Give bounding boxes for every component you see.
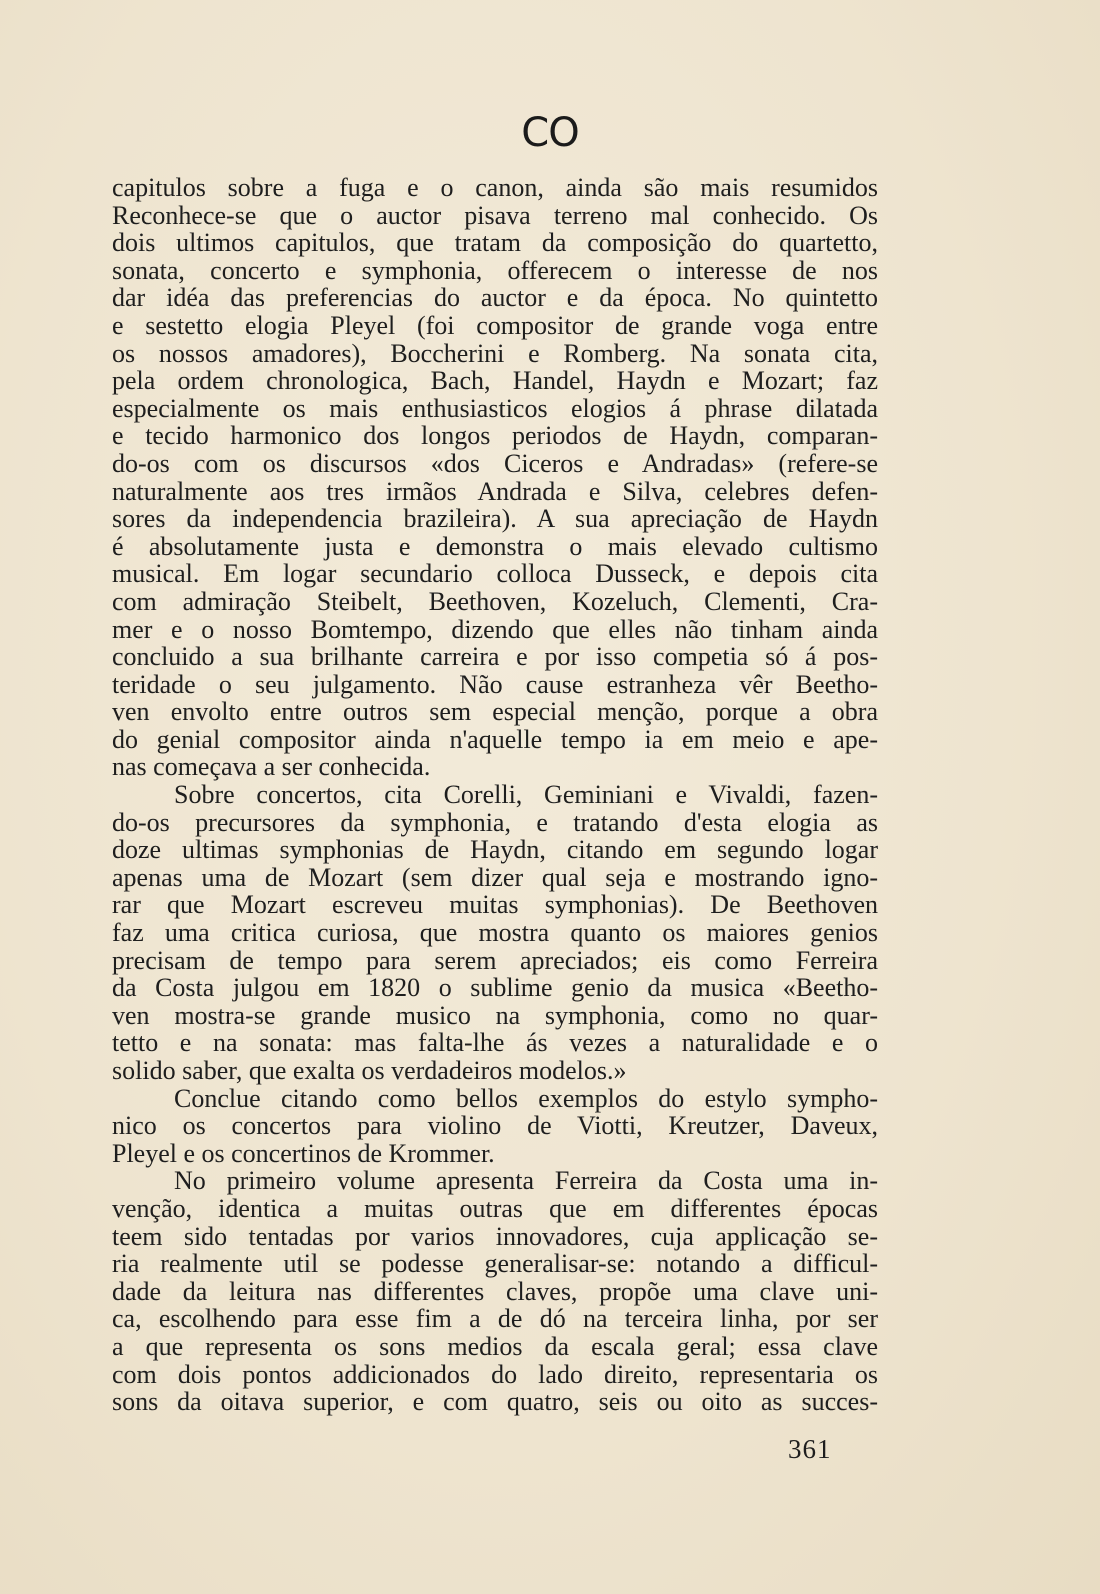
- text-line: nico os concertos para violino de Viotti, Kreutzer, Daveux,: [112, 1111, 878, 1141]
- text-line: Conclue citando como bellos exemplos do estylo sympho-: [174, 1083, 878, 1113]
- text-line: ven envolto entre outros sem especial menção, porque a obra: [112, 697, 878, 727]
- text-line: os nossos amadores), Boccherini e Romberg. Na sonata cita,: [112, 338, 878, 368]
- text-line: doze ultimas symphonias de Haydn, citando em segundo logar: [112, 835, 878, 865]
- text-line: dar idéa das preferencias do auctor e da época. No quintetto: [112, 283, 878, 313]
- text-line: dois ultimos capitulos, que tratam da composição do quartetto,: [112, 228, 878, 258]
- text-line: sores da independencia brazileira). A sua apreciação de Haydn: [112, 504, 878, 534]
- paragraph: [112, 1085, 878, 1168]
- text-line: Reconhece-se que o auctor pisava terreno mal conhecido. Os: [112, 200, 878, 230]
- text-line: tetto e na sonata: mas falta-lhe ás vezes a naturalidade e o: [112, 1028, 878, 1058]
- text-line: apenas uma de Mozart (sem dizer qual seja e mostrando igno-: [112, 862, 878, 892]
- text-line: faz uma critica curiosa, que mostra quanto os maiores genios: [112, 918, 878, 948]
- text-line: pela ordem chronologica, Bach, Handel, Haydn e Mozart; faz: [112, 366, 878, 396]
- text-line: solido saber, que exalta os verdadeiros modelos.»: [112, 1056, 627, 1085]
- text-line: ven mostra-se grande musico na symphonia, como no quar-: [112, 1000, 878, 1030]
- page-header-ornament: CO: [521, 110, 579, 156]
- text-line: No primeiro volume apresenta Ferreira da Costa uma in-: [174, 1166, 878, 1196]
- paragraph: [112, 781, 878, 1085]
- text-line: do genial compositor ainda n'aquelle tempo ia em meio e ape-: [112, 724, 878, 754]
- text-line: naturalmente aos tres irmãos Andrada e Silva, celebres defen-: [112, 476, 878, 506]
- text-line: a que representa os sons medios da escala geral; essa clave: [112, 1331, 878, 1361]
- text-line: Sobre concertos, cita Corelli, Geminiani e Vivaldi, fazen-: [174, 780, 878, 810]
- text-line: capitulos sobre a fuga e o canon, ainda são mais resumidos: [112, 173, 878, 202]
- text-line: e tecido harmonico dos longos periodos de Haydn, comparan-: [112, 421, 878, 451]
- text-line: com dois pontos addicionados do lado direito, representaria os: [112, 1359, 878, 1389]
- page-number: 361: [788, 1434, 832, 1464]
- paragraph: [112, 1167, 878, 1415]
- paragraph: [112, 174, 878, 781]
- text-line: nas começava a ser conhecida.: [112, 752, 431, 782]
- text-line: é absolutamente justa e demonstra o mais elevado cultismo: [112, 531, 878, 561]
- text-line: ria realmente util se podesse generalisar-se: notando a difficul-: [112, 1249, 878, 1279]
- text-line: dade da leitura nas differentes claves, propõe uma clave uni-: [112, 1276, 878, 1306]
- paragraphs: [112, 174, 878, 1416]
- text-line: ca, escolhendo para esse fim a de dó na terceira linha, por ser: [112, 1304, 878, 1334]
- text-line: precisam de tempo para serem apreciados; eis como Ferreira: [112, 945, 878, 975]
- text-line: concluido a sua brilhante carreira e por isso competia só á pos-: [112, 642, 878, 672]
- text-line: rar que Mozart escreveu muitas symphonias). De Beethoven: [112, 890, 878, 920]
- text-line: sonata, concerto e symphonia, offerecem o interesse de nos: [112, 255, 878, 285]
- text-line: do-os precursores da symphonia, e tratando d'esta elogia as: [112, 807, 878, 837]
- text-line: sons da oitava superior, e com quatro, seis ou oito as succes-: [112, 1387, 878, 1417]
- text-line: teridade o seu julgamento. Não cause estranheza vêr Beetho-: [112, 669, 878, 699]
- body-text: [112, 174, 878, 1416]
- text-line: venção, identica a muitas outras que em differentes épocas: [112, 1193, 878, 1223]
- text-line: teem sido tentadas por varios innovadores, cuja applicação se-: [112, 1221, 878, 1251]
- text-line: com admiração Steibelt, Beethoven, Kozeluch, Clementi, Cra-: [112, 586, 878, 616]
- text-line: musical. Em logar secundario colloca Dusseck, e depois cita: [112, 559, 878, 589]
- text-line: do-os com os discursos «dos Ciceros e Andradas» (refere-se: [112, 448, 878, 478]
- text-line: da Costa julgou em 1820 o sublime genio da musica «Beetho-: [112, 973, 878, 1003]
- text-line: Pleyel e os concertinos de Krommer.: [112, 1138, 495, 1168]
- text-line: especialmente os mais enthusiasticos elogios á phrase dilatada: [112, 393, 878, 423]
- text-line: e sestetto elogia Pleyel (foi compositor de grande voga entre: [112, 310, 878, 340]
- text-line: mer e o nosso Bomtempo, dizendo que elles não tinham ainda: [112, 614, 878, 644]
